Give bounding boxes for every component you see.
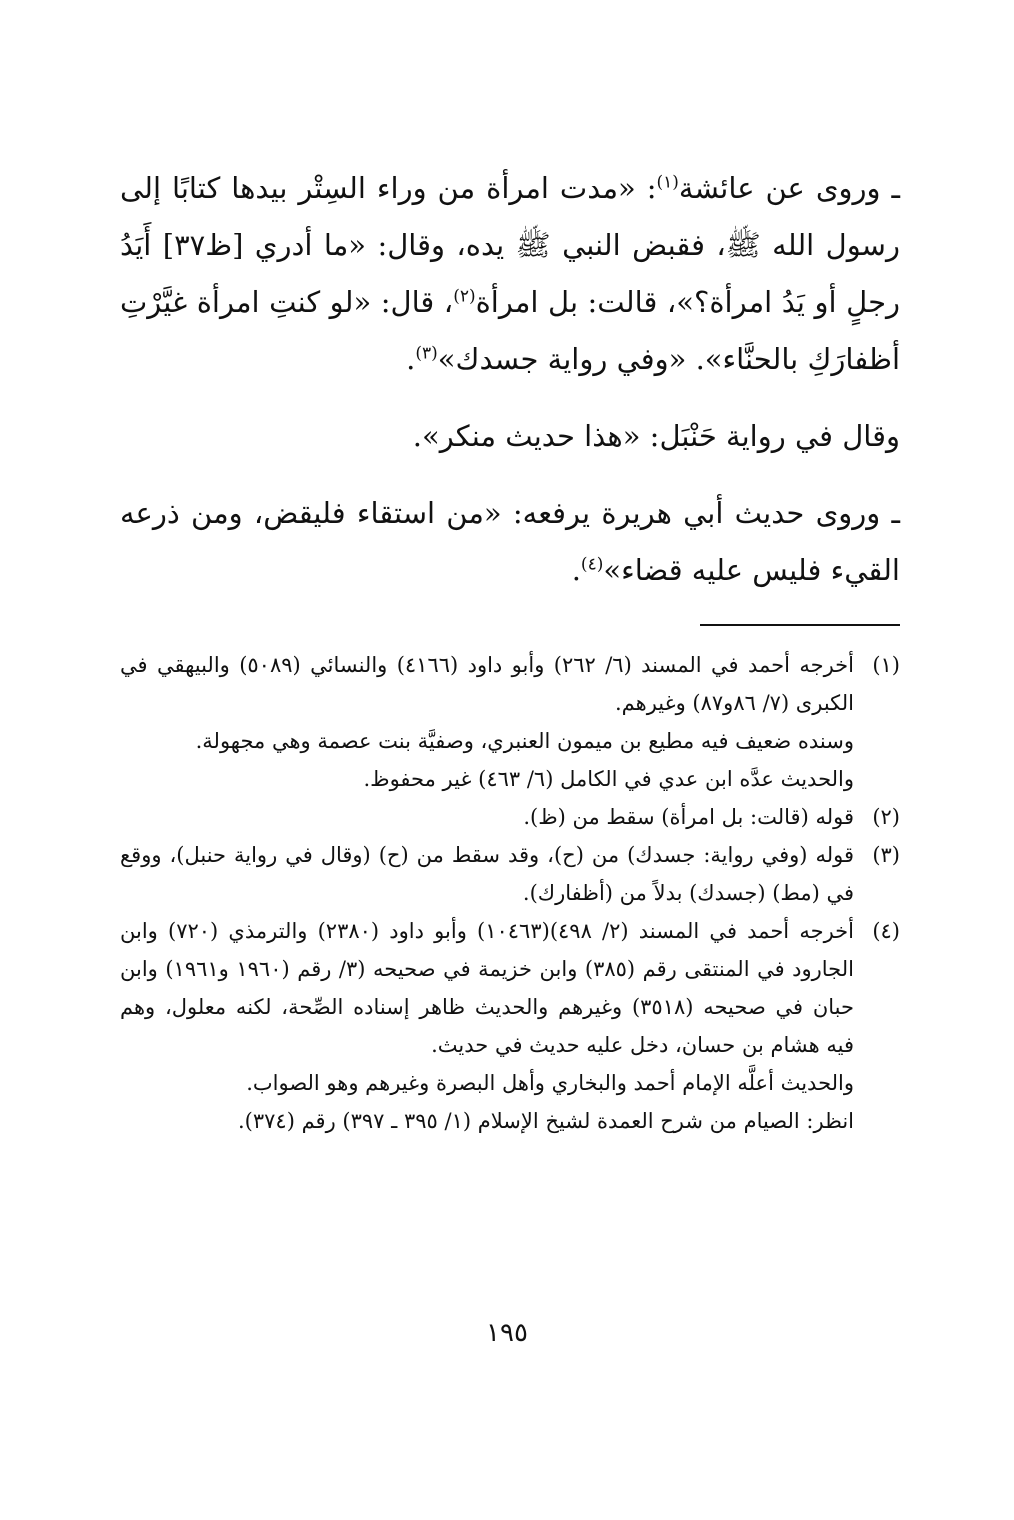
footnote-ref-3[interactable]: (٣)	[415, 343, 438, 364]
footnote-4	[120, 912, 900, 1064]
footnote-number: (١)	[872, 653, 900, 677]
footnote-line: أخرجه أحمد في المسند (٢/ ٤٩٨)(١٠٤٦٣) وأبو داود (٢٣٨٠) والترمذي (٧٢٠) وابن الجارود في المنتقى رقم (٣٨٥) وابن خزيمة في صحيحه (٣/ رقم (١٩٦٠ و١٩٦١) وابن حبان في صحيحه (٣٥١٨) وغيرهم والحديث ظاهر إسناده الصِّحة، لكنه معلول، وهم فيه هشام بن حسان، دخل عليه حديث في حديث.	[120, 919, 854, 1057]
paragraph-text: ، قال: «لو كنتِ امرأة غيَّرْتِ أظفارَكِ بالحنَّاء». «وفي رواية جسدك»	[120, 285, 900, 376]
footnote-line: انظر: الصيام من شرح العمدة لشيخ الإسلام (١/ ٣٩٥ ـ ٣٩٧) رقم (٣٧٤).	[237, 1109, 854, 1133]
footnote-line: والحديث عدَّه ابن عدي في الكامل (٦/ ٤٦٣) غير محفوظ.	[363, 767, 854, 791]
footnote-body	[120, 836, 854, 912]
footnote-2	[120, 798, 900, 836]
paragraph-text: ـ وروى حديث أبي هريرة يرفعه: «من استقاء فليقض، ومن ذرعه القيء فليس عليه قضاء»	[120, 496, 900, 587]
paragraph-abu-hurayra-hadith	[120, 485, 900, 599]
footnote-number: (٣)	[872, 843, 900, 867]
footnote-separator	[700, 624, 900, 626]
page-number: ١٩٥	[486, 1318, 528, 1348]
footnote-body	[120, 798, 854, 836]
footnote-body	[120, 646, 854, 722]
paragraph-hanbal-narration: وقال في رواية حَنْبَل: «هذا حديث منكر».	[412, 419, 900, 453]
paragraph-text: .	[406, 342, 416, 376]
footnote-line: والحديث أعلَّه الإمام أحمد والبخاري وأهل البصرة وغيرهم وهو الصواب.	[246, 1071, 854, 1095]
paragraph-text: ـ وروى عن عائشة	[678, 171, 900, 205]
footnote-ref-2[interactable]: (٢)	[453, 286, 476, 307]
footnotes	[120, 646, 900, 1140]
footnote-1	[120, 646, 900, 722]
footnote-line: أخرجه أحمد في المسند (٦/ ٢٦٢) وأبو داود (٤١٦٦) والنسائي (٥٠٨٩) والبيهقي في الكبرى (٧/ ٨٦و٨٧) وغيرهم.	[120, 653, 854, 715]
footnote-body	[120, 912, 854, 1064]
footnote-ref-1[interactable]: (١)	[656, 172, 679, 193]
paragraph-aisha-hadith	[120, 160, 900, 388]
paragraph-text: : «مدت امرأة من وراء السِتْر بيدها كتابًا إلى رسول الله ﷺ، فقبض النبي ﷺ يده، وقال: «ما أدري [ظ٣٧] أَيَدُ رجلٍ أو يَدُ امرأة؟»، قالت: بل امرأة	[120, 171, 900, 319]
footnote-number: (٢)	[872, 805, 900, 829]
footnote-3	[120, 836, 900, 912]
footnote-line: قوله (قالت: بل امرأة) سقط من (ظ).	[523, 805, 854, 829]
footnote-ref-4[interactable]: (٤)	[580, 554, 604, 575]
paragraph-text: .	[571, 553, 581, 587]
footnote-line: قوله (وفي رواية: جسدك) من (ح)، وقد سقط من (ح) (وقال في رواية حنبل)، ووقع في (مط) (جسدك) بدلاً من (أظفارك).	[120, 843, 854, 905]
main-text	[120, 160, 900, 599]
footnote-line: وسنده ضعيف فيه مطيع بن ميمون العنبري، وصفيَّة بنت عصمة وهي مجهولة.	[195, 729, 854, 753]
footnote-number: (٤)	[872, 919, 900, 943]
